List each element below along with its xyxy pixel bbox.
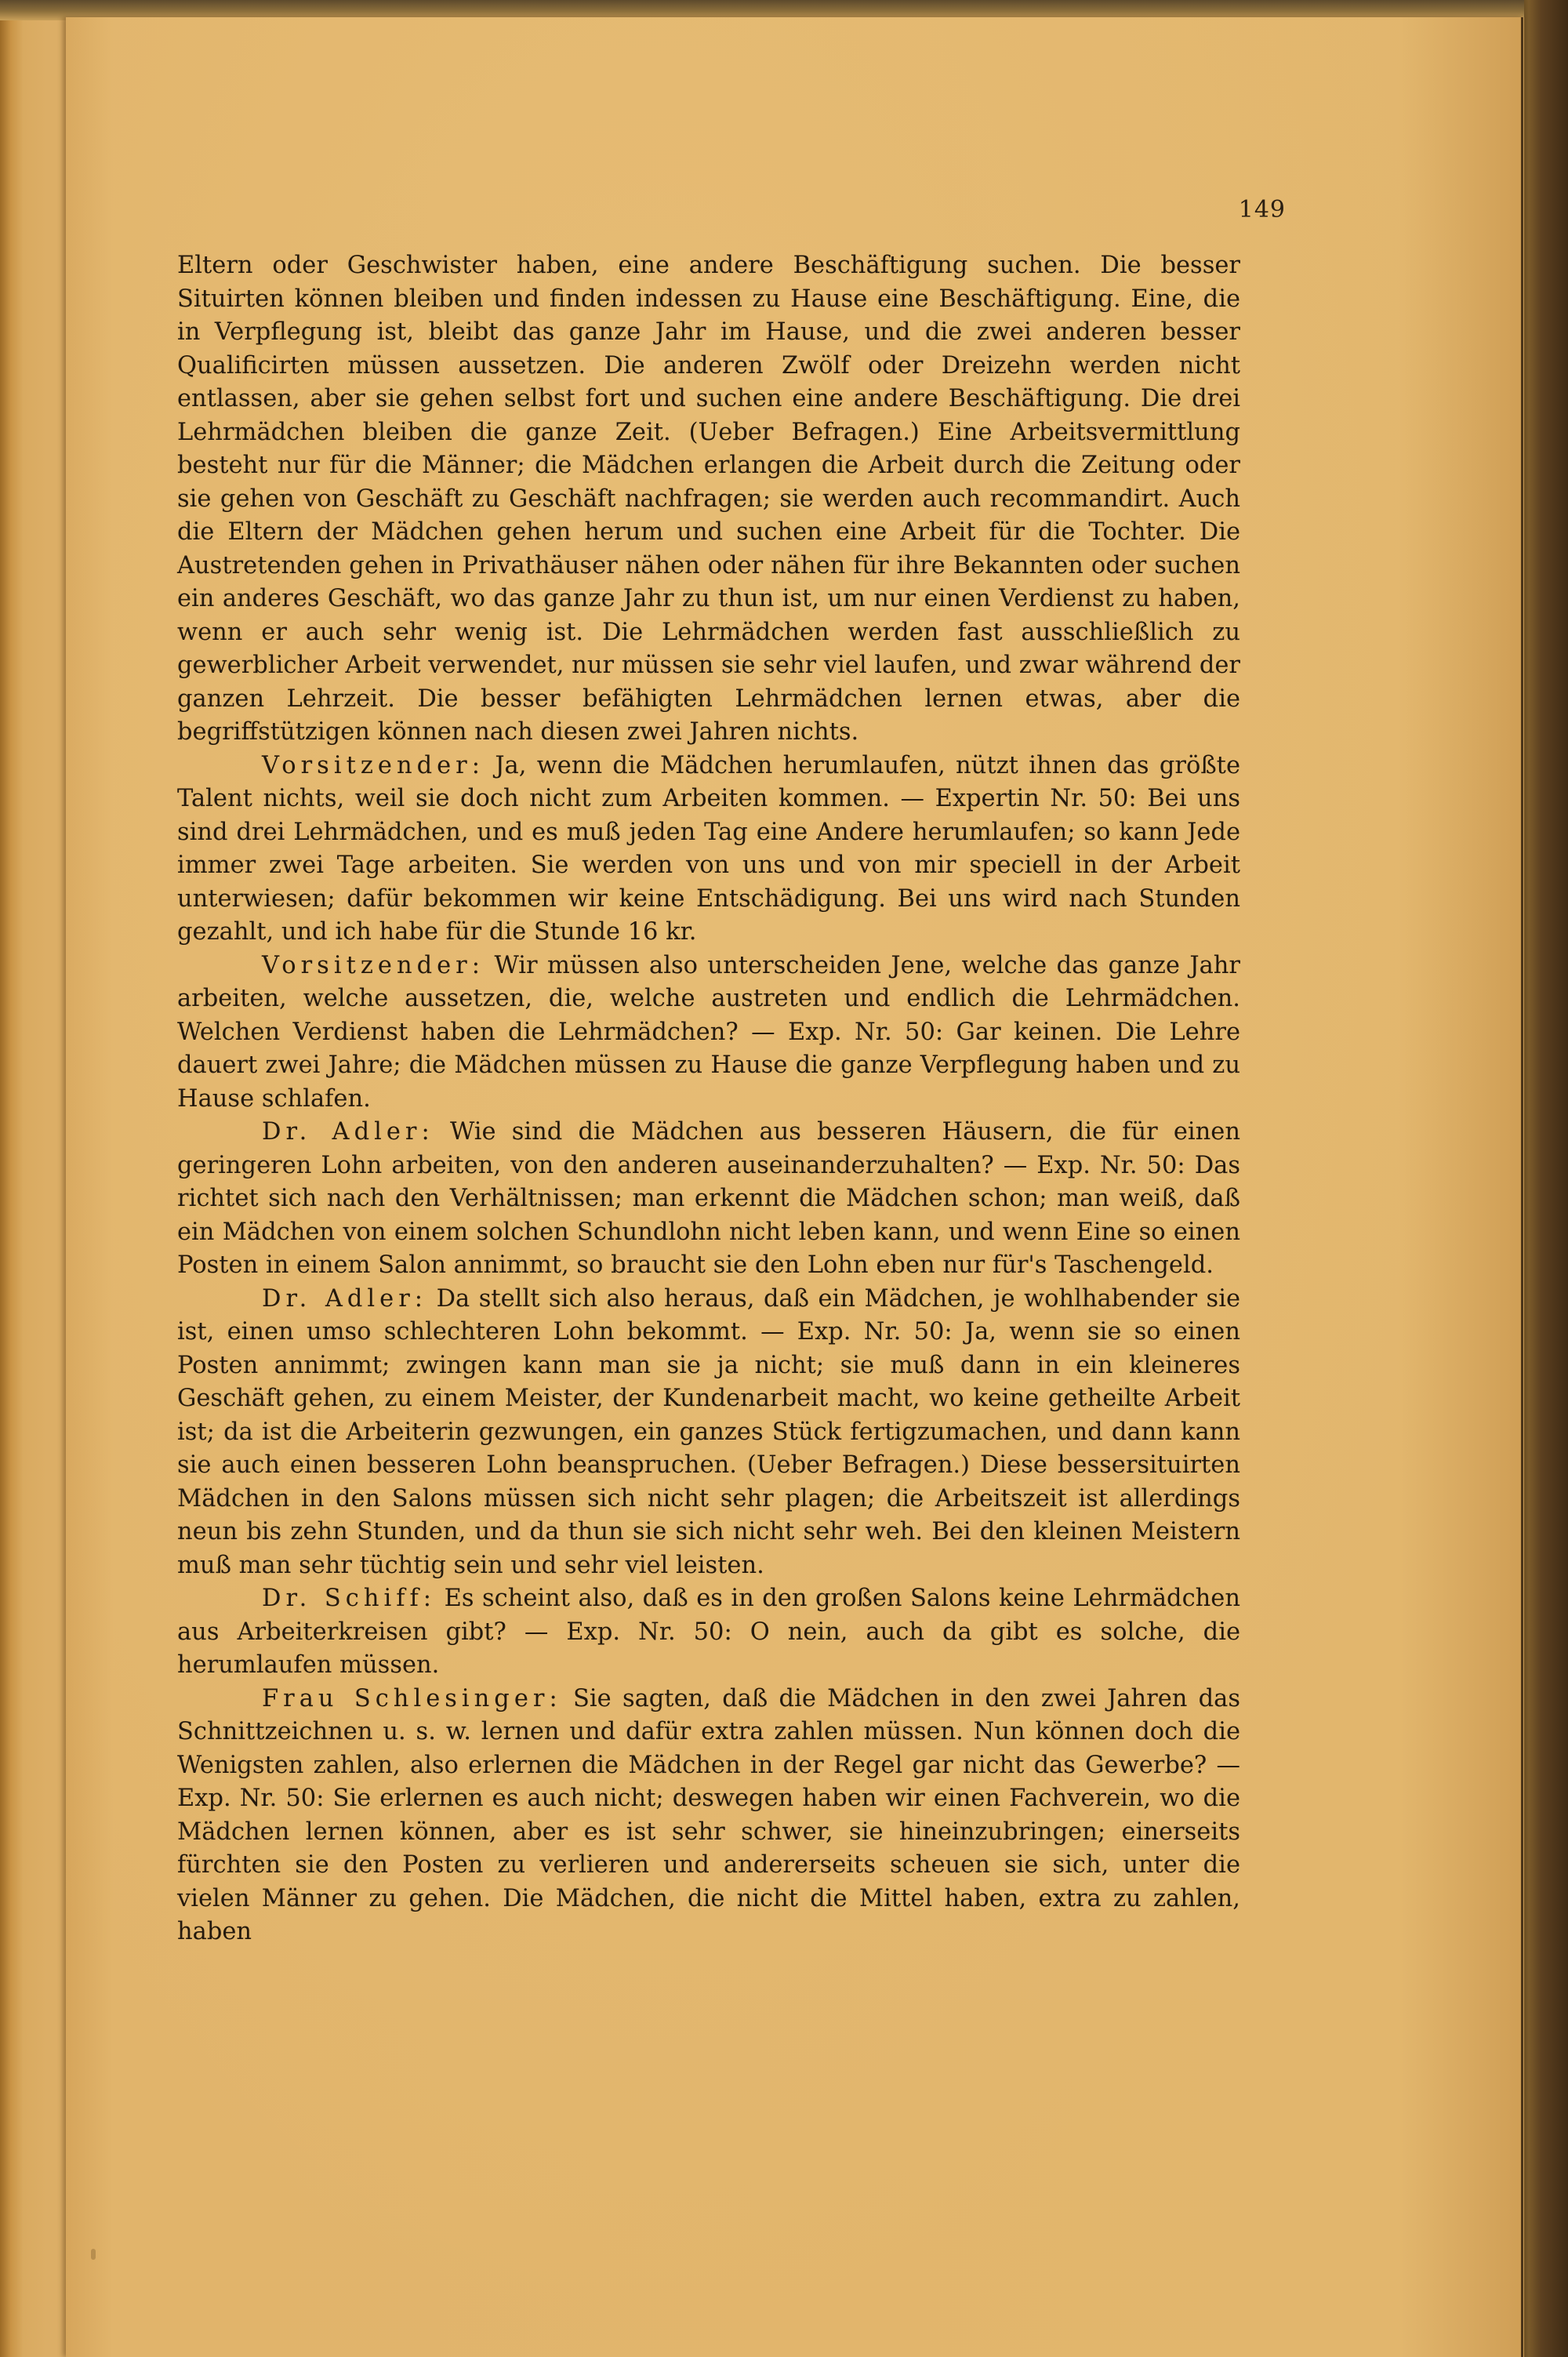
- paragraph: [177, 1116, 1240, 1283]
- speaker-name: Dr. Adler:: [262, 1118, 434, 1146]
- paragraph-text: Sie sagten, daß die Mädchen in den zwei Jahren das Schnittzeichnen u. s. w. lernen und dafür extra zahlen müssen. Nun können doch die Wenigsten zahlen, also erlernen die Mädchen in der Regel gar nicht das Gewerbe? — Exp. Nr. 50: Sie erlernen es auch nicht; deswegen haben wir einen Fachverein, wo die Mädchen lernen können, aber es ist sehr schwer, sie hineinzubringen; einerseits fürchten sie den Posten zu verlieren und andererseits scheuen sie sich, unter die vielen Männer zu gehen. Die Mädchen, die nicht die Mittel haben, extra zu zahlen, haben: [177, 1684, 1241, 1945]
- paragraph-text: Wie sind die Mädchen aus besseren Häusern, die für einen geringeren Lohn arbeiten, von den anderen auseinanderzuhalten? — Exp. Nr. 50: Das richtet sich nach den Verhältnissen; man erkennt die Mädchen schon; man weiß, daß ein Mädchen von einem solchen Schundlohn nicht leben kann, und wenn Eine so einen Posten in einem Salon annimmt, so braucht sie den Lohn eben nur für's Taschengeld.: [177, 1118, 1240, 1279]
- paragraph-text: Eltern oder Geschwister haben, eine andere Beschäftigung suchen. Die besser Situirten können bleiben und finden indessen zu Hause eine Beschäftigung. Eine, die in Verpflegung ist, bleibt das ganze Jahr im Hause, und die zwei anderen besser Qualificirten müssen aussetzen. Die anderen Zwölf oder Dreizehn werden nicht entlassen, aber sie gehen selbst fort und suchen eine andere Beschäftigung. Die drei Lehrmädchen bleiben die ganze Zeit. (Ueber Befragen.) Eine Arbeitsvermittlung besteht nur für die Männer; die Mädchen erlangen die Arbeit durch die Zeitung oder sie gehen von Geschäft zu Geschäft nachfragen; sie werden auch recommandirt. Auch die Eltern der Mädchen gehen herum und suchen eine Arbeit für die Tochter. Die Austretenden gehen in Privathäuser nähen oder nähen für ihre Bekannten oder suchen ein anderes Geschäft, wo das ganze Jahr zu thun ist, um nur einen Verdienst zu haben, wenn er auch sehr wenig ist. Die Lehrmädchen werden fast ausschließlich zu gewerblicher Arbeit verwendet, nur müssen sie sehr viel laufen, und zwar während der ganzen Lehrzeit. Die besser befähigten Lehrmädchen lernen etwas, aber die begriffstützigen können nach diesen zwei Jahren nichts.: [177, 252, 1240, 746]
- paragraph: [177, 1582, 1240, 1683]
- paragraph: [177, 249, 1240, 750]
- book-gutter-shadow: [1524, 0, 1568, 2357]
- page-body-text: [177, 249, 1240, 1949]
- paragraph-text: Wir müssen also unterscheiden Jene, welche das ganze Jahr arbeiten, welche aussetzen, die, welche austreten und endlich die Lehrmädchen. Welchen Verdienst haben die Lehrmädchen? — Exp. Nr. 50: Gar keinen. Die Lehre dauert zwei Jahre; die Mädchen müssen zu Hause die ganze Verpflegung haben und zu Hause schlafen.: [177, 951, 1240, 1113]
- paragraph-text: Es scheint also, daß es in den großen Salons keine Lehrmädchen aus Arbeiterkreisen gibt? — Exp. Nr. 50: O nein, auch da gibt es solche, die herumlaufen müssen.: [177, 1585, 1240, 1679]
- page-number: 149: [1238, 196, 1286, 223]
- paragraph-text: Ja, wenn die Mädchen herumlaufen, nützt ihnen das größte Talent nichts, weil sie doch nicht zum Arbeiten kommen. — Expertin Nr. 50: Bei uns sind drei Lehrmädchen, und es muß jeden Tag eine Andere herumlaufen; so kann Jede immer zwei Tage arbeiten. Sie werden von uns und von mir speciell in der Arbeit unterwiesen; dafür bekommen wir keine Entschädigung. Bei uns wird nach Stunden gezahlt, und ich habe für die Stunde 16 kr.: [177, 751, 1240, 946]
- page-edge-line: [1521, 17, 1523, 2357]
- paragraph-text: Da stellt sich also heraus, daß ein Mädchen, je wohlhabender sie ist, einen umso schlechteren Lohn bekommt. — Exp. Nr. 50: Ja, wenn sie so einen Posten annimmt; zwingen kann man sie ja nicht; sie muß dann in ein kleineres Geschäft gehen, zu einem Meister, der Kundenarbeit macht, wo keine getheilte Arbeit ist; da ist die Arbeiterin gezwungen, ein ganzes Stück fertigzumachen, und dann kann sie auch einen besseren Lohn beanspruchen. (Ueber Befragen.) Diese bessersituirten Mädchen in den Salons müssen sich nicht sehr plagen; die Arbeitszeit ist allerdings neun bis zehn Stunden, und da thun sie sich nicht sehr weh. Bei den kleinen Meistern muß man sehr tüchtig sein und sehr viel leisten.: [177, 1284, 1241, 1579]
- speaker-name: Dr. Adler:: [262, 1284, 428, 1313]
- paragraph: [177, 1683, 1240, 1949]
- speaker-name: Dr. Schiff:: [262, 1585, 437, 1612]
- speaker-name: Frau Schlesinger:: [262, 1684, 562, 1712]
- speaker-name: Vorsitzender:: [262, 751, 485, 779]
- speaker-name: Vorsitzender:: [262, 951, 485, 979]
- paragraph: [177, 750, 1240, 950]
- paragraph: [177, 1283, 1240, 1583]
- paper-blemish: [91, 2249, 96, 2260]
- paragraph: [177, 950, 1240, 1117]
